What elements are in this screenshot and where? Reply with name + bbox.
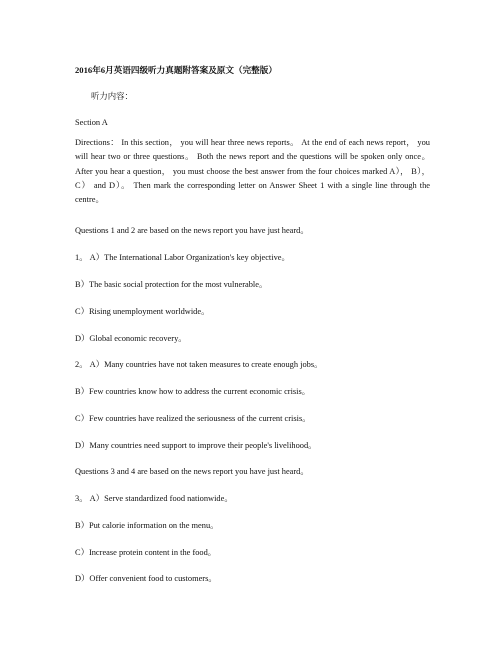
question-2-option-c: C）Few countries have realized the seriousness of the current crisis。 [75, 414, 311, 423]
question-3-option-c: C）Increase protein content in the food。 [75, 548, 217, 557]
question-1-option-c: C）Rising unemployment worldwide。 [75, 307, 210, 316]
question-3-option-a: 3。 A）Serve standardized food nationwide。 [75, 494, 233, 503]
question-2-option-d: D）Many countries need support to improve their people's livelihood。 [75, 441, 317, 450]
question-1-option-b: B）The basic social protection for the most vulnerable。 [75, 280, 268, 289]
question-3-option-d: D）Offer convenient food to customers。 [75, 574, 217, 583]
question-group-heading-1: Questions 1 and 2 are based on the news report you have just heard。 [75, 226, 309, 235]
intro-label: 听力内容： [91, 92, 133, 101]
section-label: Section A [75, 118, 108, 127]
question-3-option-b: B）Put calorie information on the menu。 [75, 521, 219, 530]
directions-paragraph: Directions： In this section， you will hear three news reports。 At the end of each news report， you will hear two or three questions。 Both the news report and the questions will be spoken only once。 After you hear a question， you must choose the best answer from the four choices marked A）， B）， C） and D）。 Then mark the corresponding letter on Answer Sheet 1 with a single line through the centre。 [75, 138, 430, 205]
question-group-heading-2: Questions 3 and 4 are based on the news report you have just heard。 [75, 467, 309, 476]
document-title: 2016年6月英语四级听力真题附答案及原文（完整版） [75, 65, 277, 75]
question-2-option-a: 2。 A）Many countries have not taken measures to create enough jobs。 [75, 360, 323, 369]
question-1-option-a: 1。 A）The International Labor Organization's key objective。 [75, 253, 290, 262]
question-1-option-d: D）Global economic recovery。 [75, 334, 187, 343]
question-2-option-b: B）Few countries know how to address the current economic crisis。 [75, 387, 311, 396]
